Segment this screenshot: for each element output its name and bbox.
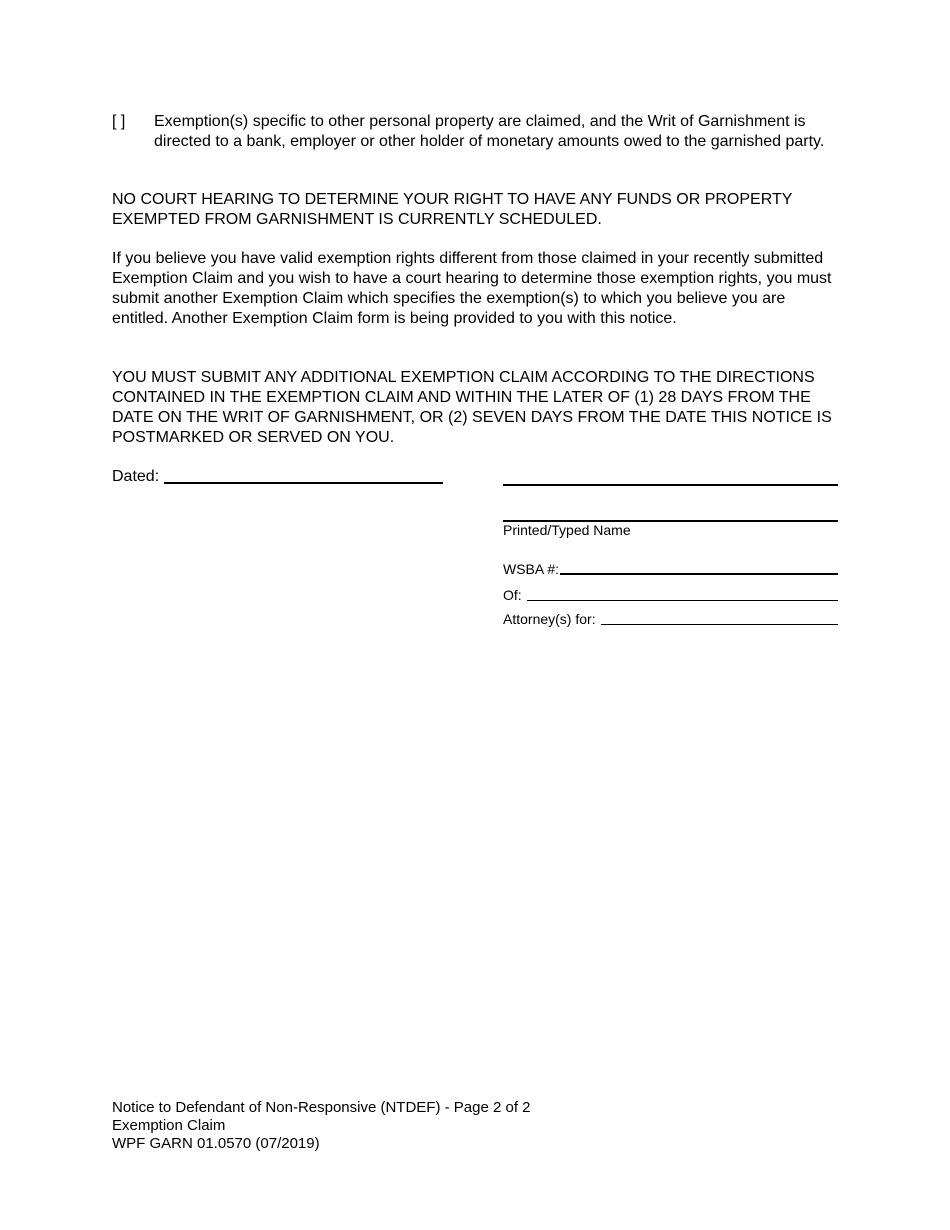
of-row [503,587,838,604]
attorney-label: Attorney(s) for: [503,611,596,627]
wsba-field[interactable] [560,573,838,575]
footer-form-number: WPF GARN 01.0570 (07/2019) [112,1135,320,1152]
dated-field[interactable] [164,482,443,484]
submit-deadline-paragraph: YOU MUST SUBMIT ANY ADDITIONAL EXEMPTION CLAIM ACCORDING TO THE DIRECTIONS CONTAINED IN THE EXEMPTION CLAIM AND WITHIN THE LATER OF (1) 28 DAYS FROM THE DATE ON THE WRIT OF GARNISHMENT, OR (2) SEVEN DAYS FROM THE DATE THIS NOTICE IS POSTMARKED OR SERVED ON YOU. [112,369,832,446]
attorney-field[interactable] [601,624,838,625]
printed-name-label: Printed/Typed Name [503,522,631,538]
signature-line[interactable] [503,484,838,486]
page-footer [112,1099,531,1153]
exemption-rights-paragraph: If you believe you have valid exemption rights different from those claimed in your recently submitted Exemption Claim and you wish to have a court hearing to determine those exemption rights, you must submit another Exemption Claim which specifies the exemption(s) to which you believe you are entitled. Another Exemption Claim form is being provided to you with this notice. [112,250,832,327]
no-hearing-notice: NO COURT HEARING TO DETERMINE YOUR RIGHT TO HAVE ANY FUNDS OR PROPERTY EXEMPTED FROM GARNISHMENT IS CURRENTLY SCHEDULED. [112,191,793,228]
dated-row [112,467,443,487]
wsba-row [503,561,838,578]
exemption-checkbox[interactable]: [ ] [112,113,126,130]
of-label: Of: [503,587,522,603]
footer-form-title: Notice to Defendant of Non-Responsive (NTDEF) - Page 2 of 2 [112,1099,531,1116]
of-field[interactable] [527,600,838,601]
dated-label: Dated: [112,468,160,485]
attorney-row [503,611,838,628]
exemption-text: Exemption(s) specific to other personal property are claimed, and the Writ of Garnishment is directed to a bank, employer or other holder of monetary amounts owed to the garnished party. [154,113,825,150]
exemption-checkbox-item [112,112,842,152]
wsba-label: WSBA #: [503,561,560,577]
footer-form-subtitle: Exemption Claim [112,1117,226,1134]
